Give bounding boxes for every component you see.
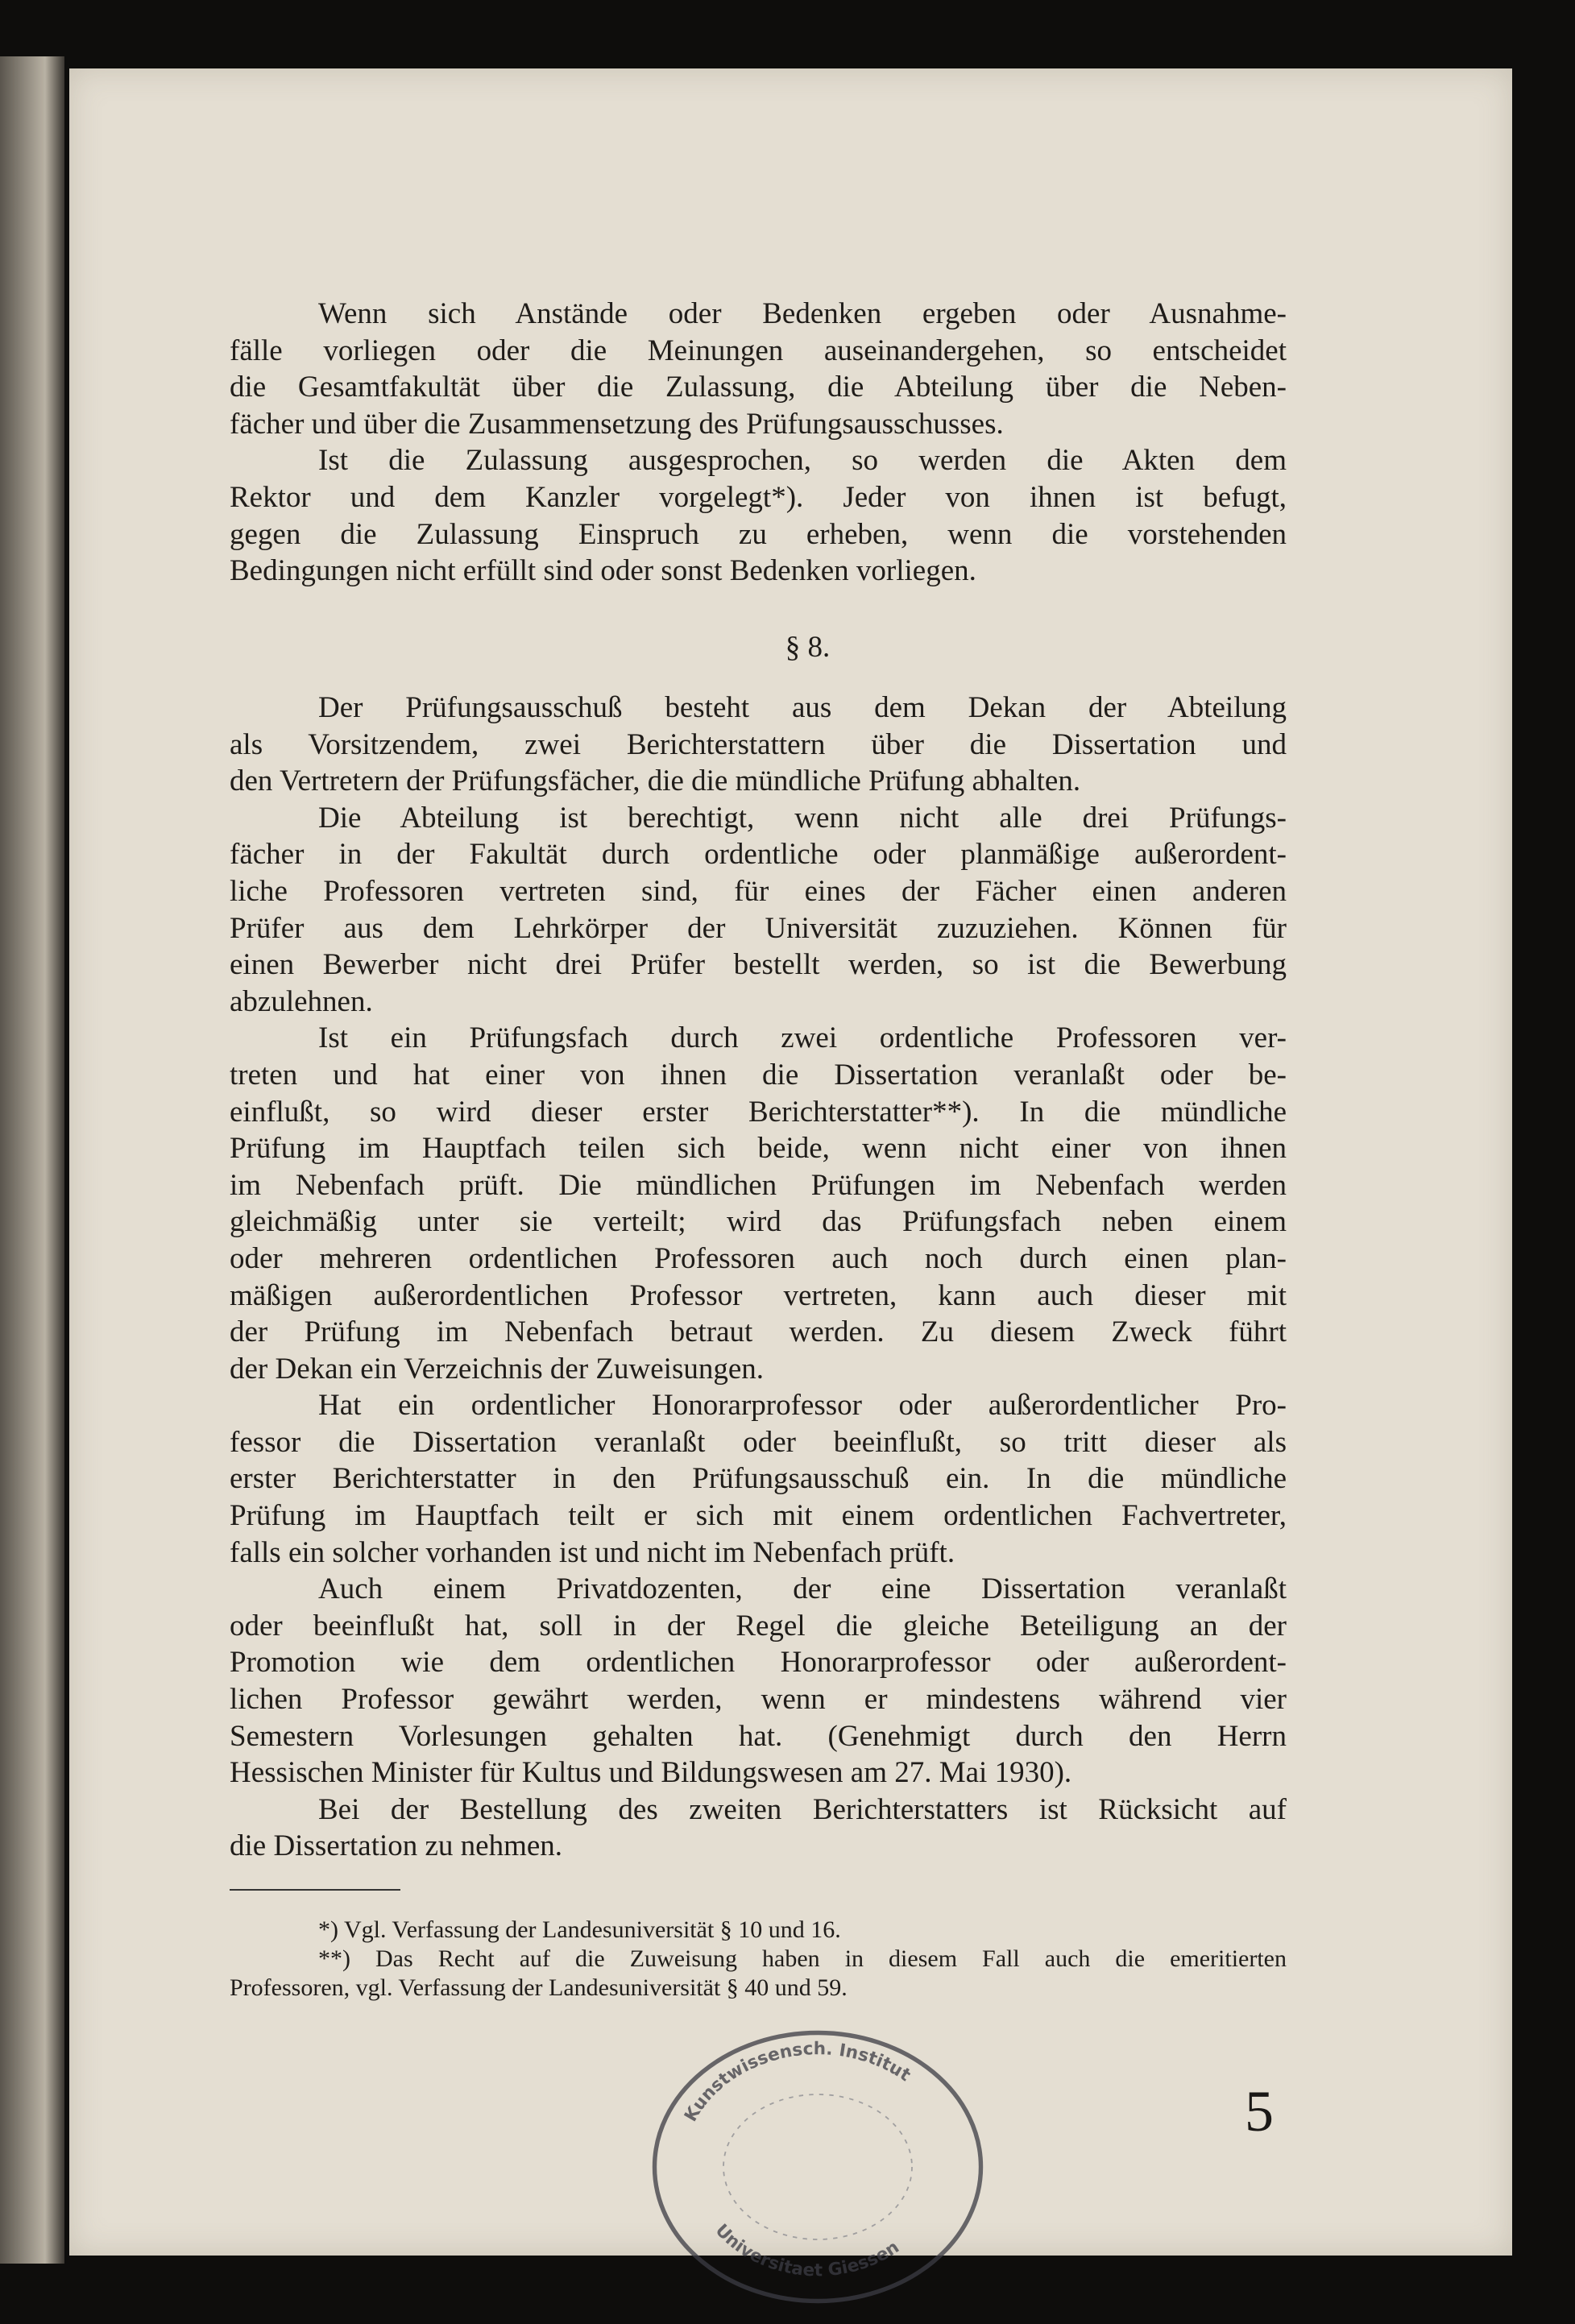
paragraph-line: falls ein solcher vorhanden ist und nicht im Nebenfach prüft. <box>230 1535 955 1569</box>
paragraph-first-line: Auch einem Privatdozenten, der eine Dissertation veranlaßt <box>318 1572 1287 1606</box>
paragraph-line: fälle vorliegen oder die Meinungen auseinandergehen, so entscheidet <box>230 333 1287 367</box>
paragraph-first-line: Ist die Zulassung ausgesprochen, so werden die Akten dem <box>318 444 1287 478</box>
paragraph-first-line: *) Vgl. Verfassung der Landesuniversität § 10 und 16. <box>318 1916 841 1943</box>
paragraph-line: die Dissertation zu nehmen. <box>230 1829 563 1863</box>
paragraph-first-line: Wenn sich Anstände oder Bedenken ergeben oder Ausnahme- <box>318 297 1287 330</box>
paragraph-line: gleichmäßig unter sie verteilt; wird das Prüfungsfach neben einem <box>230 1205 1287 1239</box>
institute-stamp <box>636 2022 999 2312</box>
paragraph-line: der Dekan ein Verzeichnis der Zuweisungen. <box>230 1352 765 1386</box>
paragraph-line: als Vorsitzendem, zwei Berichterstattern über die Dissertation und <box>230 727 1287 761</box>
paragraph-line: oder beeinflußt hat, soll in der Regel die gleiche Beteiligung an der <box>230 1609 1287 1643</box>
section-heading: § 8. <box>785 631 831 664</box>
adjacent-page-edge <box>0 56 64 2264</box>
paragraph-line: fächer und über die Zusammensetzung des Prüfungsausschusses. <box>230 407 1004 441</box>
stamp-bottom-text: Universitaet Giessen <box>711 2220 903 2281</box>
paragraph-line: einflußt, so wird dieser erster Berichterstatter**). In die mündliche <box>230 1095 1287 1129</box>
paragraph-line: Bedingungen nicht erfüllt sind oder sonst Bedenken vorliegen. <box>230 554 976 588</box>
paragraph-line: mäßigen außerordentlichen Professor vertreten, kann auch dieser mit <box>230 1278 1287 1312</box>
paragraph-line: der Prüfung im Nebenfach betraut werden. Zu diesem Zweck führt <box>230 1315 1287 1349</box>
paragraph-line: fächer in der Fakultät durch ordentliche oder planmäßige außerordent- <box>230 838 1287 872</box>
paragraph-line: treten und hat einer von ihnen die Dissertation veranlaßt oder be- <box>230 1058 1287 1092</box>
paragraph-line: den Vertretern der Prüfungsfächer, die die mündliche Prüfung abhalten. <box>230 764 1081 798</box>
paragraph-line: Prüfung im Hauptfach teilen sich beide, wenn nicht einer von ihnen <box>230 1132 1287 1166</box>
paragraph-line: gegen die Zulassung Einspruch zu erheben, wenn die vorstehenden <box>230 517 1287 551</box>
footnotes <box>230 1916 1287 2003</box>
paragraph-line: einen Bewerber nicht drei Prüfer bestellt werden, so ist die Bewerbung <box>230 948 1287 982</box>
paragraph-line: Professoren, vgl. Verfassung der Landesuniversität § 40 und 59. <box>230 1974 848 2001</box>
paragraph-line: im Nebenfach prüft. Die mündlichen Prüfungen im Nebenfach werden <box>230 1168 1287 1202</box>
footnote-rule <box>230 1889 400 1891</box>
paragraphs-before-section <box>230 296 1287 590</box>
paragraph-line: Prüfer aus dem Lehrkörper der Universität zuzuziehen. Können für <box>230 911 1287 945</box>
stamp-top-text: Kunstwissensch. Institut <box>681 2039 914 2126</box>
paragraph-line: fessor die Dissertation veranlaßt oder beeinflußt, so tritt dieser als <box>230 1425 1287 1459</box>
paragraph-line: Semestern Vorlesungen gehalten hat. (Genehmigt durch den Herrn <box>230 1719 1287 1753</box>
page-number: 5 <box>1245 2079 1274 2144</box>
paragraph-line: abzulehnen. <box>230 984 373 1018</box>
paragraph-line: liche Professoren vertreten sind, für eines der Fächer einen anderen <box>230 874 1287 908</box>
stamp-inner-ring <box>723 2094 912 2239</box>
paragraph-first-line: Ist ein Prüfungsfach durch zwei ordentliche Professoren ver- <box>318 1021 1287 1055</box>
paragraph-first-line: Hat ein ordentlicher Honorarprofessor oder außerordentlicher Pro- <box>318 1389 1287 1423</box>
paragraph-line: die Gesamtfakultät über die Zulassung, die Abteilung über die Neben- <box>230 371 1287 404</box>
paragraph-first-line: Die Abteilung ist berechtigt, wenn nicht alle drei Prüfungs- <box>318 801 1287 835</box>
paragraph-first-line: Bei der Bestellung des zweiten Berichterstatters ist Rücksicht auf <box>318 1792 1287 1826</box>
paragraph-first-line: Der Prüfungsausschuß besteht aus dem Dekan der Abteilung <box>318 691 1287 724</box>
section-8-paragraphs <box>230 690 1287 1865</box>
paragraph-line: oder mehreren ordentlichen Professoren auch noch durch einen plan- <box>230 1241 1287 1275</box>
paragraph-line: Prüfung im Hauptfach teilt er sich mit einem ordentlichen Fachvertreter, <box>230 1499 1287 1533</box>
paragraph-first-line: **) Das Recht auf die Zuweisung haben in diesem Fall auch die emeritierten <box>318 1945 1287 1972</box>
paragraph-line: erster Berichterstatter in den Prüfungsausschuß ein. In die mündliche <box>230 1462 1287 1496</box>
paragraph-line: lichen Professor gewährt werden, wenn er mindestens während vier <box>230 1683 1287 1717</box>
paragraph-line: Promotion wie dem ordentlichen Honorarprofessor oder außerordent- <box>230 1646 1287 1680</box>
paragraph-line: Hessischen Minister für Kultus und Bildungswesen am 27. Mai 1930). <box>230 1756 1072 1790</box>
paragraph-line: Rektor und dem Kanzler vorgelegt*). Jeder von ihnen ist befugt, <box>230 480 1287 514</box>
